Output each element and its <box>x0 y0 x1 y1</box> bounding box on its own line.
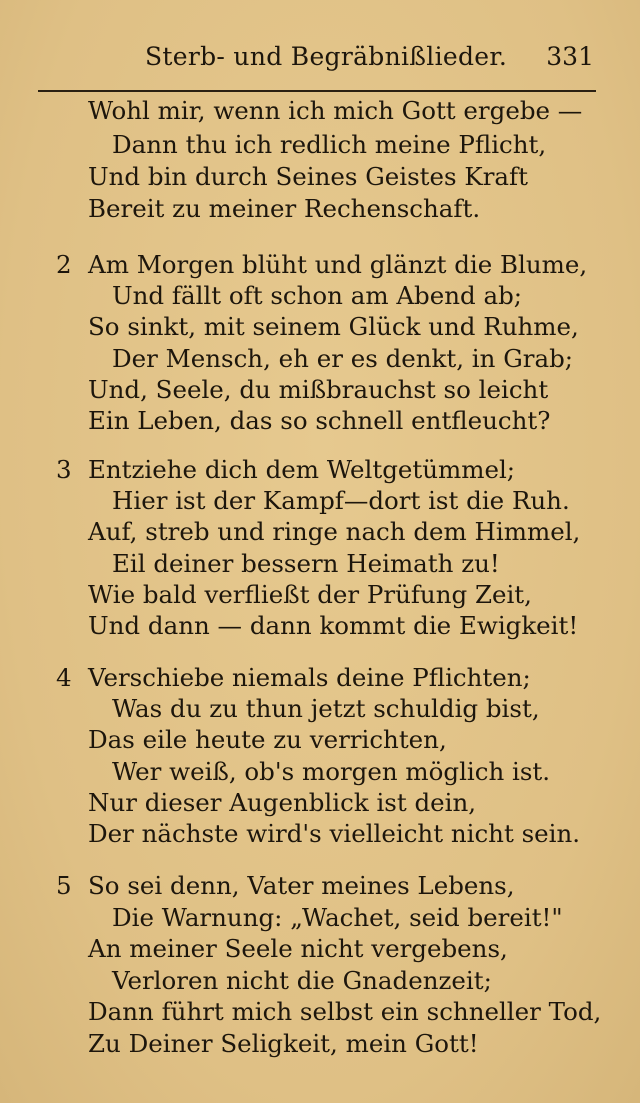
header-rule <box>38 90 596 92</box>
stanza-number: 5 <box>56 871 72 900</box>
verse-line: Eil deiner bessern Heimath zu! <box>112 549 500 578</box>
verse-line: Dann führt mich selbst ein schneller Tod, <box>88 997 602 1026</box>
verse-line: Hier ist der Kampf—dort ist die Ruh. <box>112 486 570 515</box>
verse-line: Und dann — dann kommt die Ewigkeit! <box>88 611 579 640</box>
verse-line: Verschiebe niemals deine Pflichten; <box>88 663 531 692</box>
page-header <box>0 42 640 82</box>
verse-line: Wer weiß, ob's morgen möglich ist. <box>112 757 551 786</box>
verse-line: So sinkt, mit seinem Glück und Ruhme, <box>88 312 579 341</box>
verse-line: Nur dieser Augenblick ist dein, <box>88 788 477 817</box>
verse-line: Zu Deiner Seligkeit, mein Gott! <box>88 1029 479 1058</box>
verse-line: An meiner Seele nicht vergebens, <box>88 934 508 963</box>
page-number: 331 <box>546 42 594 71</box>
verse-line: Das eile heute zu verrichten, <box>88 725 447 754</box>
verse-line: Ein Leben, das so schnell entfleucht? <box>88 406 551 435</box>
verse-line: Und, Seele, du mißbrauchst so leicht <box>88 375 549 404</box>
running-title: Sterb- und Begräbnißlieder. <box>145 42 508 71</box>
verse-line: Und bin durch Seines Geistes Kraft <box>88 162 528 191</box>
verse-line: Verloren nicht die Gnadenzeit; <box>112 966 492 995</box>
verse-line: Der nächste wird's vielleicht nicht sein. <box>88 819 581 848</box>
verse-line: Wie bald verfließt der Prüfung Zeit, <box>88 580 532 609</box>
verse-line: So sei denn, Vater meines Lebens, <box>88 871 515 900</box>
stanza-number: 3 <box>56 455 72 484</box>
verse-line: Am Morgen blüht und glänzt die Blume, <box>88 250 588 279</box>
verse-line: Der Mensch, eh er es denkt, in Grab; <box>112 344 574 373</box>
stanza-number: 2 <box>56 250 72 279</box>
verse-line: Entziehe dich dem Weltgetümmel; <box>88 455 516 484</box>
verse-line: Wohl mir, wenn ich mich Gott ergebe — <box>88 96 583 125</box>
verse-line: Dann thu ich redlich meine Pflicht, <box>112 130 547 159</box>
stanza-number: 4 <box>56 663 72 692</box>
verse-line: Was du zu thun jetzt schuldig bist, <box>112 694 540 723</box>
verse-line: Und fällt oft schon am Abend ab; <box>112 281 523 310</box>
verse-line: Die Warnung: „Wachet, seid bereit!" <box>112 903 563 932</box>
verse-line: Auf, streb und ringe nach dem Himmel, <box>88 517 581 546</box>
verse-line: Bereit zu meiner Rechenschaft. <box>88 194 481 223</box>
